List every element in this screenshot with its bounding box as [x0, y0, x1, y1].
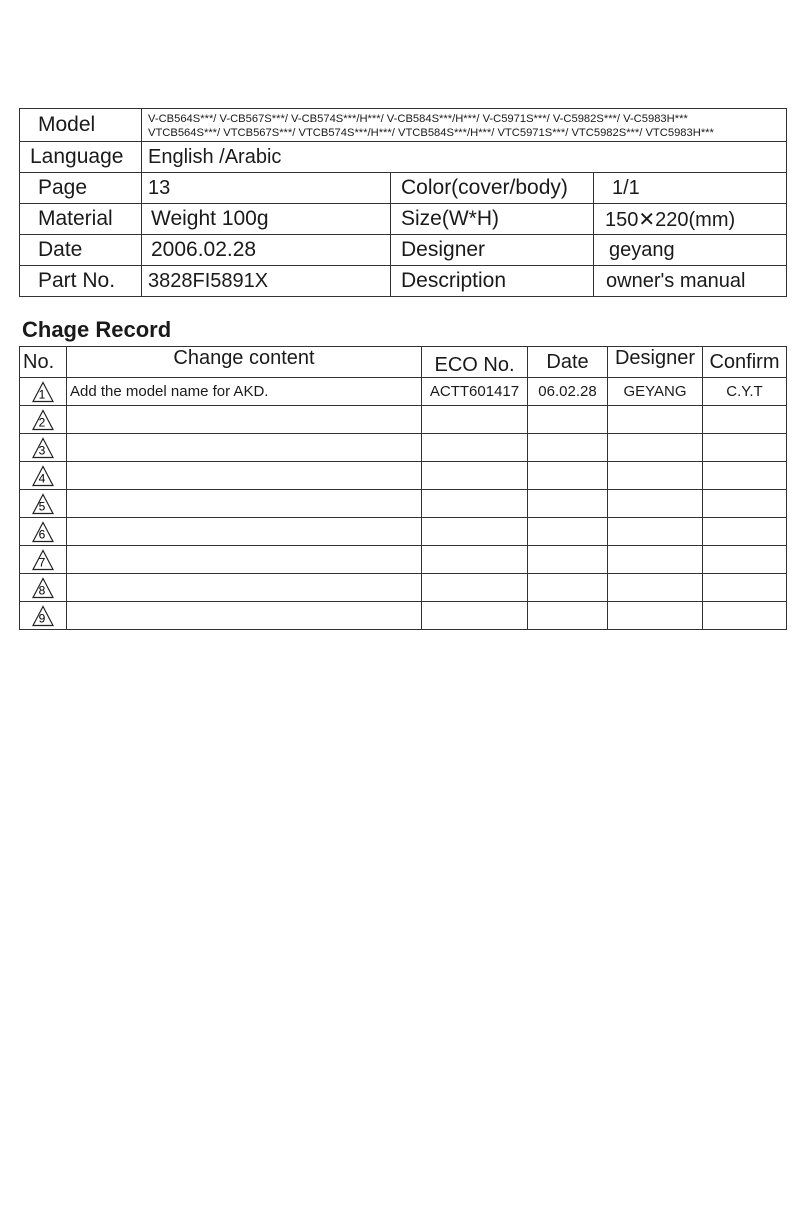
designer-cell — [608, 518, 703, 546]
change-content-cell — [67, 546, 422, 574]
date-cell — [528, 434, 608, 462]
revision-number: 1 — [38, 387, 46, 401]
spec-table — [19, 108, 787, 297]
date-cell — [528, 546, 608, 574]
header-date: Date — [528, 347, 608, 378]
revision-no-cell — [20, 406, 67, 434]
designer-cell — [608, 602, 703, 630]
model-line-2: VTCB564S***/ VTCB567S***/ VTCB574S***/H***/ VTCB584S***/H***/ VTC5971S***/ VTC5982S***/ VTC5983H*** — [148, 127, 714, 139]
eco-no-cell: ACTT601417 — [422, 378, 528, 406]
confirm-cell — [703, 546, 787, 574]
date-cell — [528, 490, 608, 518]
model-line-1: V-CB564S***/ V-CB567S***/ V-CB574S***/H***/ V-CB584S***/H***/ V-C5971S***/ V-C5982S***/ V-C5983H*** — [148, 113, 688, 125]
change-record-header — [20, 347, 787, 378]
designer-cell — [608, 406, 703, 434]
change-content-cell — [67, 602, 422, 630]
material-value: Weight 100g — [142, 204, 391, 235]
partno-label: Part No. — [20, 266, 142, 297]
model-value — [142, 109, 787, 142]
change-record-table — [19, 346, 787, 630]
designer-cell — [608, 574, 703, 602]
revision-number: 3 — [38, 443, 46, 457]
designer-cell — [608, 490, 703, 518]
revision-no-cell — [20, 574, 67, 602]
spec-row-language — [20, 142, 787, 173]
change-content-cell — [67, 490, 422, 518]
color-value: 1/1 — [594, 173, 787, 204]
partno-value: 3828FI5891X — [142, 266, 391, 297]
eco-no-cell — [422, 462, 528, 490]
change-content-cell: Add the model name for AKD. — [67, 378, 422, 406]
language-value: English /Arabic — [142, 142, 787, 173]
revision-triangle-icon — [32, 437, 54, 459]
revision-no-cell — [20, 462, 67, 490]
change-row — [20, 602, 787, 630]
date-cell: 06.02.28 — [528, 378, 608, 406]
revision-no-cell — [20, 602, 67, 630]
revision-no-cell — [20, 518, 67, 546]
revision-triangle-icon — [32, 549, 54, 571]
change-row — [20, 406, 787, 434]
revision-number: 6 — [38, 527, 46, 541]
header-confirm: Confirm — [703, 347, 787, 378]
spec-row-model — [20, 109, 787, 142]
header-eco-no: ECO No. — [422, 347, 528, 378]
change-record-rows — [20, 378, 787, 630]
date-cell — [528, 518, 608, 546]
date-value: 2006.02.28 — [142, 235, 391, 266]
size-value: 150✕220(mm) — [594, 204, 787, 235]
revision-no-cell — [20, 490, 67, 518]
revision-triangle-icon — [32, 409, 54, 431]
designer-cell: GEYANG — [608, 378, 703, 406]
spec-row-partno — [20, 266, 787, 297]
spec-row-date — [20, 235, 787, 266]
designer-cell — [608, 462, 703, 490]
change-row — [20, 378, 787, 406]
revision-no-cell — [20, 434, 67, 462]
confirm-cell — [703, 434, 787, 462]
spec-row-page — [20, 173, 787, 204]
designer-cell — [608, 546, 703, 574]
model-label: Model — [20, 109, 142, 142]
eco-no-cell — [422, 574, 528, 602]
change-content-cell — [67, 434, 422, 462]
confirm-cell — [703, 574, 787, 602]
revision-number: 2 — [38, 415, 46, 429]
change-row — [20, 518, 787, 546]
change-record-title: Chage Record — [22, 317, 172, 342]
change-row — [20, 490, 787, 518]
revision-no-cell — [20, 546, 67, 574]
designer-cell — [608, 434, 703, 462]
material-label: Material — [20, 204, 142, 235]
confirm-cell — [703, 490, 787, 518]
designer-value: geyang — [594, 235, 787, 266]
date-cell — [528, 406, 608, 434]
language-label: Language — [20, 142, 142, 173]
eco-no-cell — [422, 406, 528, 434]
eco-no-cell — [422, 490, 528, 518]
revision-no-cell — [20, 378, 67, 406]
header-designer: Designer — [608, 347, 703, 378]
revision-number: 7 — [38, 555, 46, 569]
revision-triangle-icon — [32, 577, 54, 599]
date-cell — [528, 462, 608, 490]
size-label: Size(W*H) — [391, 204, 594, 235]
confirm-cell — [703, 462, 787, 490]
date-cell — [528, 602, 608, 630]
change-content-cell — [67, 574, 422, 602]
color-label: Color(cover/body) — [391, 173, 594, 204]
revision-triangle-icon — [32, 605, 54, 627]
confirm-cell — [703, 518, 787, 546]
change-content-cell — [67, 406, 422, 434]
date-label: Date — [20, 235, 142, 266]
eco-no-cell — [422, 602, 528, 630]
change-row — [20, 546, 787, 574]
confirm-cell — [703, 602, 787, 630]
change-row — [20, 462, 787, 490]
description-value: owner's manual — [594, 266, 787, 297]
spec-row-material — [20, 204, 787, 235]
page-label: Page — [20, 173, 142, 204]
revision-number: 5 — [38, 499, 46, 513]
header-no: No. — [20, 347, 67, 378]
revision-number: 8 — [38, 583, 46, 597]
description-label: Description — [391, 266, 594, 297]
revision-number: 4 — [38, 471, 46, 485]
revision-triangle-icon — [32, 465, 54, 487]
eco-no-cell — [422, 434, 528, 462]
revision-number: 9 — [38, 611, 46, 625]
confirm-cell: C.Y.T — [703, 378, 787, 406]
page-value: 13 — [142, 173, 391, 204]
date-cell — [528, 574, 608, 602]
revision-triangle-icon — [32, 521, 54, 543]
change-row — [20, 434, 787, 462]
eco-no-cell — [422, 518, 528, 546]
revision-triangle-icon — [32, 493, 54, 515]
header-change-content: Change content — [67, 347, 422, 378]
change-content-cell — [67, 518, 422, 546]
change-row — [20, 574, 787, 602]
designer-label: Designer — [391, 235, 594, 266]
confirm-cell — [703, 406, 787, 434]
eco-no-cell — [422, 546, 528, 574]
change-content-cell — [67, 462, 422, 490]
revision-triangle-icon — [32, 381, 54, 403]
